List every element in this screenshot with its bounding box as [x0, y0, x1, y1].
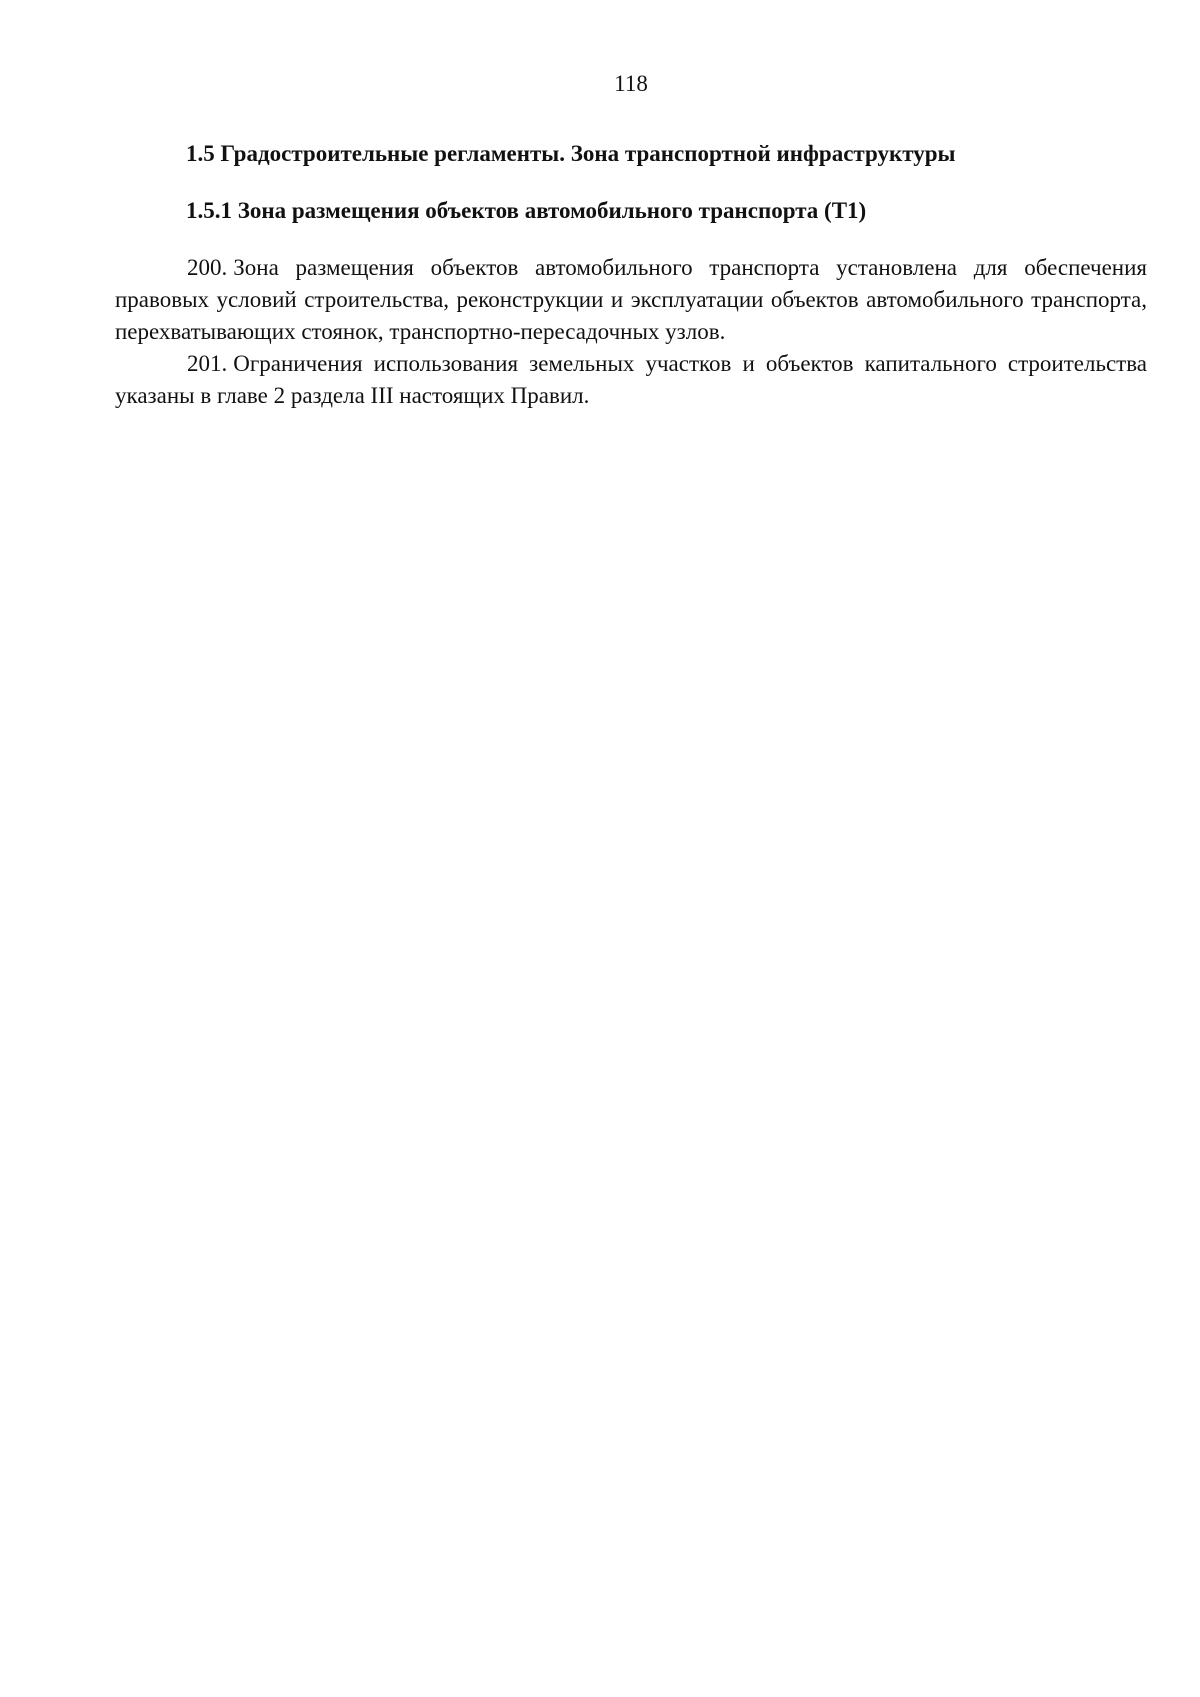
body-text [115, 252, 1147, 412]
paragraph-201 [115, 348, 1147, 412]
paragraph-number: 201. [187, 351, 228, 376]
paragraph-200 [115, 252, 1147, 348]
paragraph-text: Ограничения использования земельных участков и объектов капитального строительства указаны в главе 2 раздела III настоящих Правил. [115, 351, 1147, 408]
section-heading: 1.5 Градостроительные регламенты. Зона транспортной инфраструктуры [186, 141, 956, 166]
subsection-heading: 1.5.1 Зона размещения объектов автомобильного транспорта (Т1) [186, 198, 867, 223]
paragraph-text: Зона размещения объектов автомобильного транспорта установлена для обеспечения правовых условий строительства, реконструкции и эксплуатации объектов автомобильного транспорта, перехватывающих стоянок, транспортно-пересадочных узлов. [115, 255, 1147, 344]
page-number: 118 [614, 71, 648, 96]
paragraph-number: 200. [187, 255, 228, 280]
